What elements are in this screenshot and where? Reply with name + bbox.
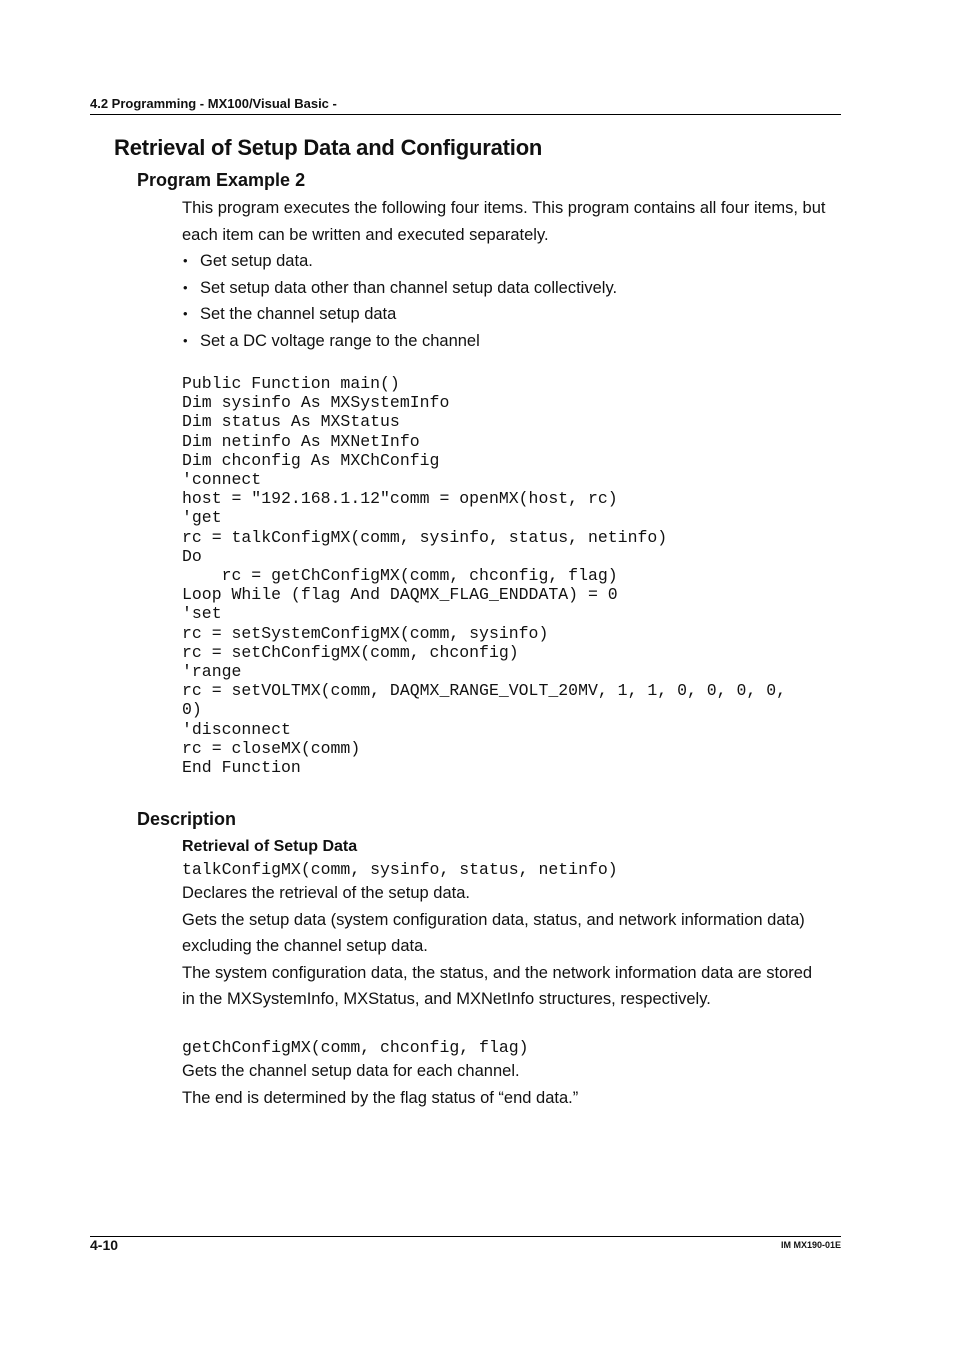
- description-line: Gets the setup data (system configuration data, status, and network information data) excluding the channel setup data.: [182, 910, 805, 955]
- code-line: Dim status As MXStatus: [182, 412, 400, 432]
- running-header: 4.2 Programming - MX100/Visual Basic -: [90, 96, 337, 111]
- program-example-heading: Program Example 2: [137, 170, 306, 190]
- code-line: 'get: [182, 508, 222, 528]
- description-line: The system configuration data, the status, and the network information data are stored in the MXSystemInfo, MXStatus, and MXNetInfo structures, respectively.: [182, 963, 813, 1008]
- code-line: Loop While (flag And DAQMX_FLAG_ENDDATA) = 0: [182, 585, 618, 605]
- code-line: Dim netinfo As MXNetInfo: [182, 431, 420, 451]
- list-item: • Set setup data other than channel setup data collectively.: [182, 275, 842, 302]
- document-id: IM MX190-01E: [780, 1240, 841, 1250]
- description-line: The end is determined by the flag status of “end data.”: [182, 1088, 579, 1107]
- talk-config-signature: talkConfigMX(comm, sysinfo, status, netinfo): [182, 860, 618, 879]
- code-line: Do: [182, 546, 202, 566]
- items-list: [182, 248, 842, 354]
- list-item: • Get setup data.: [182, 248, 842, 275]
- description-heading: Description: [137, 809, 237, 829]
- page-title: Retrieval of Setup Data and Configuration: [114, 135, 543, 160]
- intro-block: [182, 195, 842, 354]
- code-line: rc = getChConfigMX(comm, chconfig, flag): [182, 566, 618, 586]
- list-item: • Set the channel setup data: [182, 301, 842, 328]
- code-line: rc = closeMX(comm): [182, 738, 361, 758]
- get-chconfig-signature: getChConfigMX(comm, chconfig, flag): [182, 1038, 529, 1057]
- list-item: • Set a DC voltage range to the channel: [182, 328, 842, 355]
- header-rule: [90, 114, 841, 115]
- code-line: Public Function main(): [182, 374, 400, 393]
- retrieval-subheading: Retrieval of Setup Data: [182, 838, 358, 855]
- code-listing: [182, 374, 786, 777]
- code-line: host = "192.168.1.12"comm = openMX(host, rc): [182, 489, 618, 509]
- code-line: rc = setSystemConfigMX(comm, sysinfo): [182, 623, 549, 643]
- code-line: rc = talkConfigMX(comm, sysinfo, status, netinfo): [182, 527, 668, 547]
- description-line: Gets the channel setup data for each channel.: [182, 1062, 520, 1080]
- footer-rule: [90, 1236, 841, 1237]
- code-line: 'range: [182, 662, 242, 682]
- code-line: rc = setVOLTMX(comm, DAQMX_RANGE_VOLT_20MV, 1, 1, 0, 0, 0, 0,: [182, 681, 786, 701]
- page-number: 4-10: [90, 1237, 119, 1253]
- get-description: [182, 1058, 842, 1111]
- code-line: 'set: [182, 604, 222, 624]
- code-line: Dim chconfig As MXChConfig: [182, 450, 440, 470]
- code-line: End Function: [182, 758, 301, 778]
- talk-description: [182, 880, 822, 1013]
- code-line: Dim sysinfo As MXSystemInfo: [182, 393, 450, 413]
- code-line: 'connect: [182, 470, 262, 490]
- code-line: 'disconnect: [182, 719, 291, 739]
- code-line: 0): [182, 700, 202, 720]
- intro-paragraph: This program executes the following four items. This program contains all four items, but each item can be written and executed separately.: [182, 199, 826, 244]
- description-line: Declares the retrieval of the setup data.: [182, 884, 470, 902]
- code-line: rc = setChConfigMX(comm, chconfig): [182, 642, 519, 662]
